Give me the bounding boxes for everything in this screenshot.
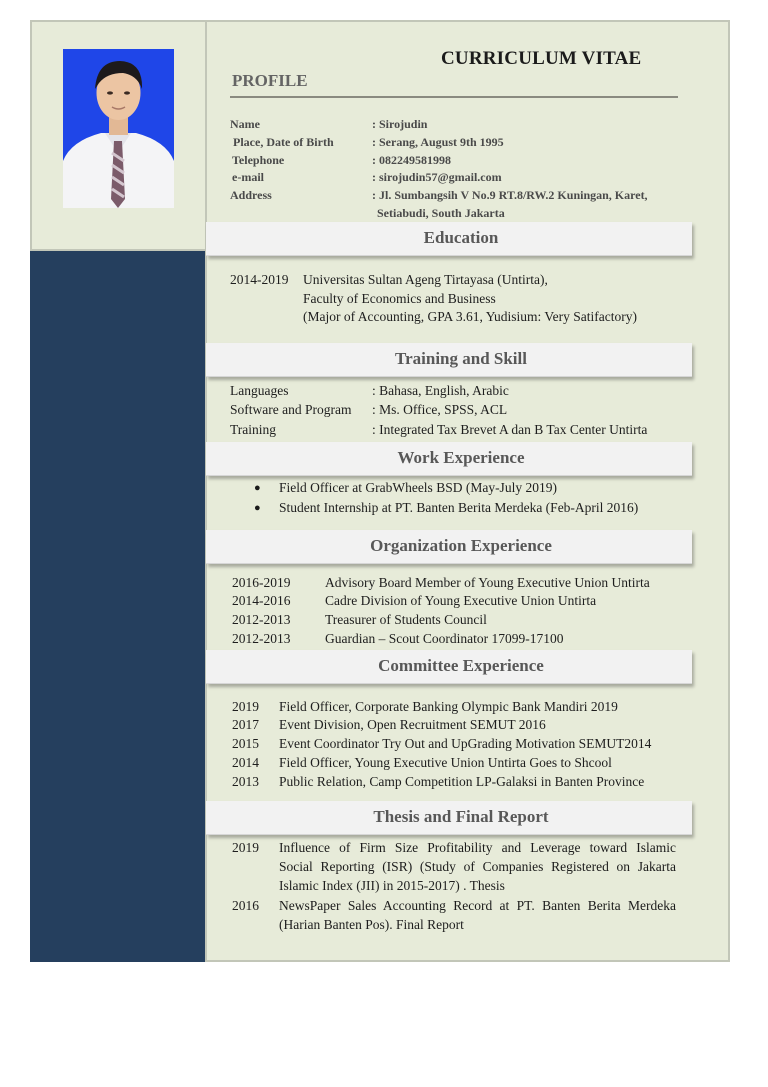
- thesis-year: 2016: [232, 898, 259, 913]
- profile-label-birth: Place, Date of Birth: [233, 135, 334, 149]
- section-title-training: Training and Skill: [395, 349, 527, 368]
- section-committee: [206, 650, 692, 684]
- profile-divider: [230, 96, 678, 98]
- organization-text: Guardian – Scout Coordinator 17099-17100: [325, 631, 564, 646]
- organization-text: Treasurer of Students Council: [325, 612, 487, 627]
- thesis-year: 2019: [232, 840, 259, 855]
- education-years: 2014-2019: [230, 272, 289, 287]
- section-organization: [206, 530, 692, 564]
- section-training: [206, 343, 692, 377]
- committee-year: 2013: [232, 774, 259, 789]
- section-thesis: [206, 801, 692, 835]
- thesis-line: Social Reporting (ISR) (Study of Companies Registered on Jakarta: [279, 859, 676, 874]
- section-title-work: Work Experience: [397, 448, 525, 467]
- profile-value-address-line2: Setiabudi, South Jakarta: [377, 206, 505, 220]
- section-title-organization: Organization Experience: [370, 536, 552, 555]
- profile-label-address: Address: [230, 188, 272, 202]
- profile-value-name: : Sirojudin: [372, 117, 428, 131]
- training-value: : Bahasa, English, Arabic: [372, 383, 509, 398]
- thesis-line: Influence of Firm Size Profitability and Leverage toward Islamic: [279, 840, 676, 855]
- committee-year: 2017: [232, 717, 259, 732]
- training-label: Languages: [230, 383, 289, 398]
- committee-text: Public Relation, Camp Competition LP-Galaksi in Banten Province: [279, 774, 645, 789]
- work-item: Field Officer at GrabWheels BSD (May-July 2019): [279, 480, 557, 495]
- profile-value-birth: : Serang, August 9th 1995: [372, 135, 504, 149]
- section-title-committee: Committee Experience: [378, 656, 544, 675]
- profile-label-email: e-mail: [232, 170, 264, 184]
- profile-photo: [63, 49, 174, 208]
- committee-text: Event Coordinator Try Out and UpGrading Motivation SEMUT2014: [279, 736, 652, 751]
- bullet-icon: ●: [254, 502, 261, 514]
- profile-value-email: : sirojudin57@gmail.com: [372, 170, 502, 184]
- thesis-line: (Harian Banten Pos). Final Report: [279, 917, 464, 932]
- organization-year: 2014-2016: [232, 593, 291, 608]
- bullet-icon: ●: [254, 482, 261, 494]
- section-title-thesis: Thesis and Final Report: [373, 807, 549, 826]
- section-education: [206, 222, 692, 256]
- section-title-education: Education: [423, 228, 499, 247]
- section-work: [206, 442, 692, 476]
- profile-label-telephone: Telephone: [232, 153, 285, 167]
- training-label: Software and Program: [230, 402, 352, 417]
- committee-year: 2015: [232, 736, 259, 751]
- training-label: Training: [230, 422, 277, 437]
- education-line: Universitas Sultan Ageng Tirtayasa (Untirta),: [303, 272, 548, 287]
- committee-text: Field Officer, Young Executive Union Untirta Goes to Shcool: [279, 755, 612, 770]
- organization-text: Advisory Board Member of Young Executive Union Untirta: [325, 575, 650, 590]
- training-value: : Ms. Office, SPSS, ACL: [372, 402, 508, 417]
- organization-year: 2012-2013: [232, 631, 291, 646]
- organization-year: 2016-2019: [232, 575, 291, 590]
- profile-value-telephone: : 082249581998: [372, 153, 451, 167]
- profile-value-address: : Jl. Sumbangsih V No.9 RT.8/RW.2 Kuningan, Karet,: [372, 188, 648, 202]
- thesis-line: Islamic Index (JII) in 2015-2017) . Thesis: [279, 878, 505, 893]
- work-item: Student Internship at PT. Banten Berita Merdeka (Feb-April 2016): [279, 500, 639, 515]
- organization-year: 2012-2013: [232, 612, 291, 627]
- document-title: CURRICULUM VITAE: [441, 48, 642, 69]
- thesis-line: NewsPaper Sales Accounting Record at PT. Banten Berita Merdeka: [279, 898, 676, 913]
- committee-text: Field Officer, Corporate Banking Olympic Bank Mandiri 2019: [279, 699, 618, 714]
- sidebar-bar: [30, 251, 206, 962]
- profile-label-name: Name: [230, 117, 260, 131]
- training-value: : Integrated Tax Brevet A dan B Tax Center Untirta: [372, 422, 648, 437]
- organization-text: Cadre Division of Young Executive Union Untirta: [325, 593, 597, 608]
- education-line: Faculty of Economics and Business: [303, 291, 496, 306]
- committee-year: 2019: [232, 699, 259, 714]
- committee-year: 2014: [232, 755, 259, 770]
- person-photo-icon: [63, 49, 174, 208]
- profile-heading: PROFILE: [232, 71, 308, 90]
- education-line: (Major of Accounting, GPA 3.61, Yudisium: Very Satifactory): [303, 309, 637, 324]
- committee-text: Event Division, Open Recruitment SEMUT 2016: [279, 717, 546, 732]
